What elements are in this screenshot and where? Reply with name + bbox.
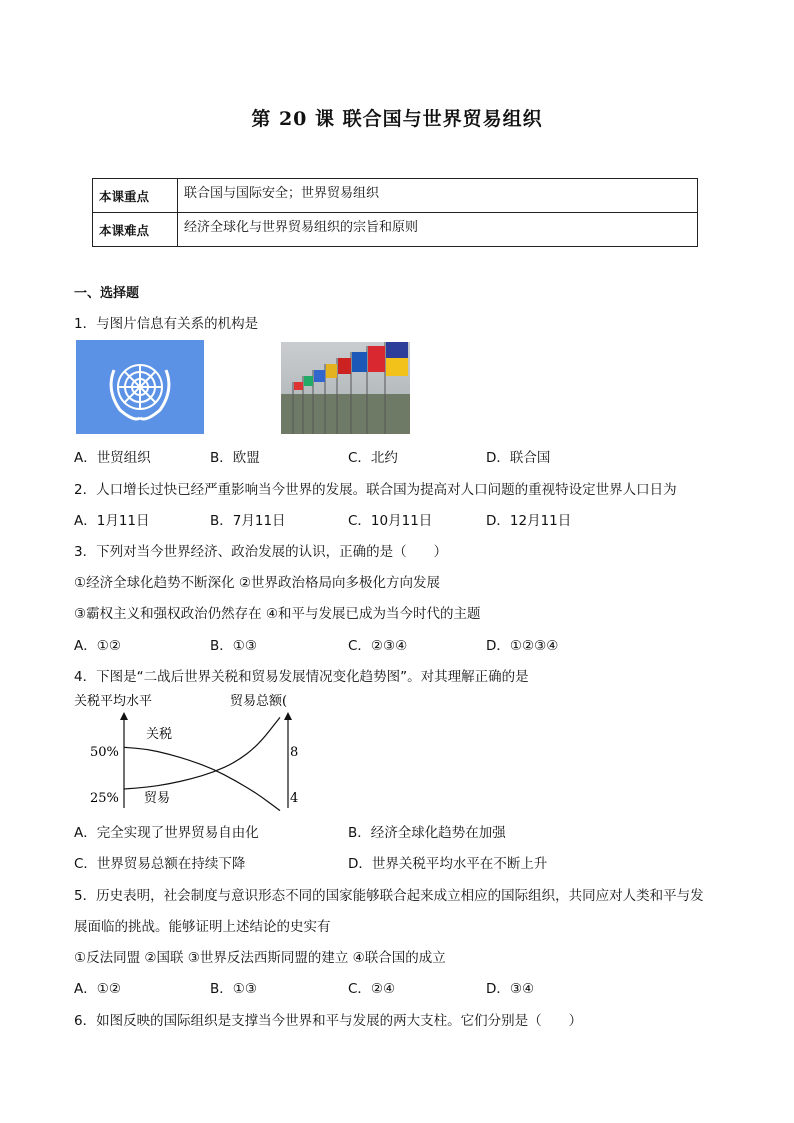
table-value: 联合国与国际安全；世界贸易组织 [178, 179, 698, 213]
question-5-statements: ①反法同盟 ②国联 ③世界反法西斯同盟的建立 ④联合国的成立 [74, 950, 446, 966]
left-tick-label: 25% [90, 791, 119, 806]
table-row [93, 179, 698, 213]
flags-icon [281, 342, 410, 434]
option-b[interactable]: B．①③ [210, 638, 257, 654]
lesson-info-table [92, 178, 698, 247]
question-3-options [74, 634, 714, 654]
option-a[interactable]: A．①② [74, 981, 121, 997]
option-d[interactable]: D．③④ [486, 981, 535, 997]
tariff-trade-chart [74, 690, 310, 814]
option-b[interactable]: B．欧盟 [210, 450, 260, 466]
option-d[interactable]: D．12月11日 [486, 513, 572, 529]
option-b[interactable]: B．①③ [210, 981, 257, 997]
option-c[interactable]: C．②④ [348, 981, 396, 997]
left-axis-label: 关税平均水平 [74, 694, 153, 709]
question-5-stem-line-1: 5．历史表明，社会制度与意识形态不同的国家能够联合起来成立相应的国际组织，共同应对人类和平与发 [74, 888, 704, 904]
right-tick-label: 4 [290, 791, 299, 806]
option-d[interactable]: D．①②③④ [486, 638, 559, 654]
option-c[interactable]: C．世界贸易总额在持续下降 [74, 856, 246, 872]
question-5-stem-line-2: 展面临的挑战。能够证明上述结论的史实有 [74, 919, 331, 935]
option-b[interactable]: B．经济全球化趋势在加强 [348, 825, 506, 841]
table-key: 本课重点 [93, 179, 178, 213]
question-3-statement-2: ③霸权主义和强权政治仍然存在 ④和平与发展已成为当今时代的主题 [74, 606, 481, 622]
table-value: 经济全球化与世界贸易组织的宗旨和原则 [178, 213, 698, 247]
question-4-stem: 4．下图是“二战后世界关税和贸易发展情况变化趋势图”。对其理解正确的是 [74, 669, 529, 685]
option-c[interactable]: C．10月11日 [348, 513, 433, 529]
right-axis-label: 贸易总额( [230, 694, 288, 709]
left-tick-label: 50% [90, 745, 119, 760]
option-c[interactable]: C．北约 [348, 450, 398, 466]
question-3-stem: 3．下列对当今世界经济、政治发展的认识，正确的是（ ） [74, 544, 448, 560]
option-a[interactable]: A．完全实现了世界贸易自由化 [74, 825, 259, 841]
table-key: 本课难点 [93, 213, 178, 247]
flags-photo [281, 342, 410, 434]
un-emblem-icon [76, 340, 204, 434]
option-a[interactable]: A．世贸组织 [74, 450, 151, 466]
question-1-stem: 1．与图片信息有关系的机构是 [74, 316, 259, 332]
option-a[interactable]: A．1月11日 [74, 513, 150, 529]
question-5-options [74, 977, 714, 997]
option-d[interactable]: D．世界关税平均水平在不断上升 [348, 856, 548, 872]
option-a[interactable]: A．①② [74, 638, 121, 654]
option-d[interactable]: D．联合国 [486, 450, 551, 466]
right-axis-arrow-icon [284, 712, 292, 720]
question-6-stem: 6．如图反映的国际组织是支撑当今世界和平与发展的两大支柱。它们分别是（ ） [74, 1013, 583, 1029]
option-c[interactable]: C．②③④ [348, 638, 408, 654]
question-3-statement-1: ①经济全球化趋势不断深化 ②世界政治格局向多极化方向发展 [74, 575, 440, 591]
series-label: 关税 [146, 727, 173, 742]
left-axis-arrow-icon [120, 712, 128, 720]
question-4-options-row-1 [74, 821, 714, 841]
question-1-options [74, 446, 714, 466]
option-b[interactable]: B．7月11日 [210, 513, 286, 529]
question-2-options [74, 509, 714, 529]
chart-svg [74, 690, 310, 814]
section-title: 一、选择题 [74, 286, 140, 301]
series-label: 贸易 [144, 791, 171, 806]
question-2-stem: 2．人口增长过快已经严重影响当今世界的发展。联合国为提高对人口问题的重视特设定世界人口日为 [74, 482, 677, 498]
un-flag-image [76, 340, 204, 434]
question-4-options-row-2 [74, 852, 714, 872]
table-row [93, 213, 698, 247]
right-tick-label: 8 [290, 745, 299, 760]
page-title: 第 20 课 联合国与世界贸易组织 [251, 108, 543, 130]
